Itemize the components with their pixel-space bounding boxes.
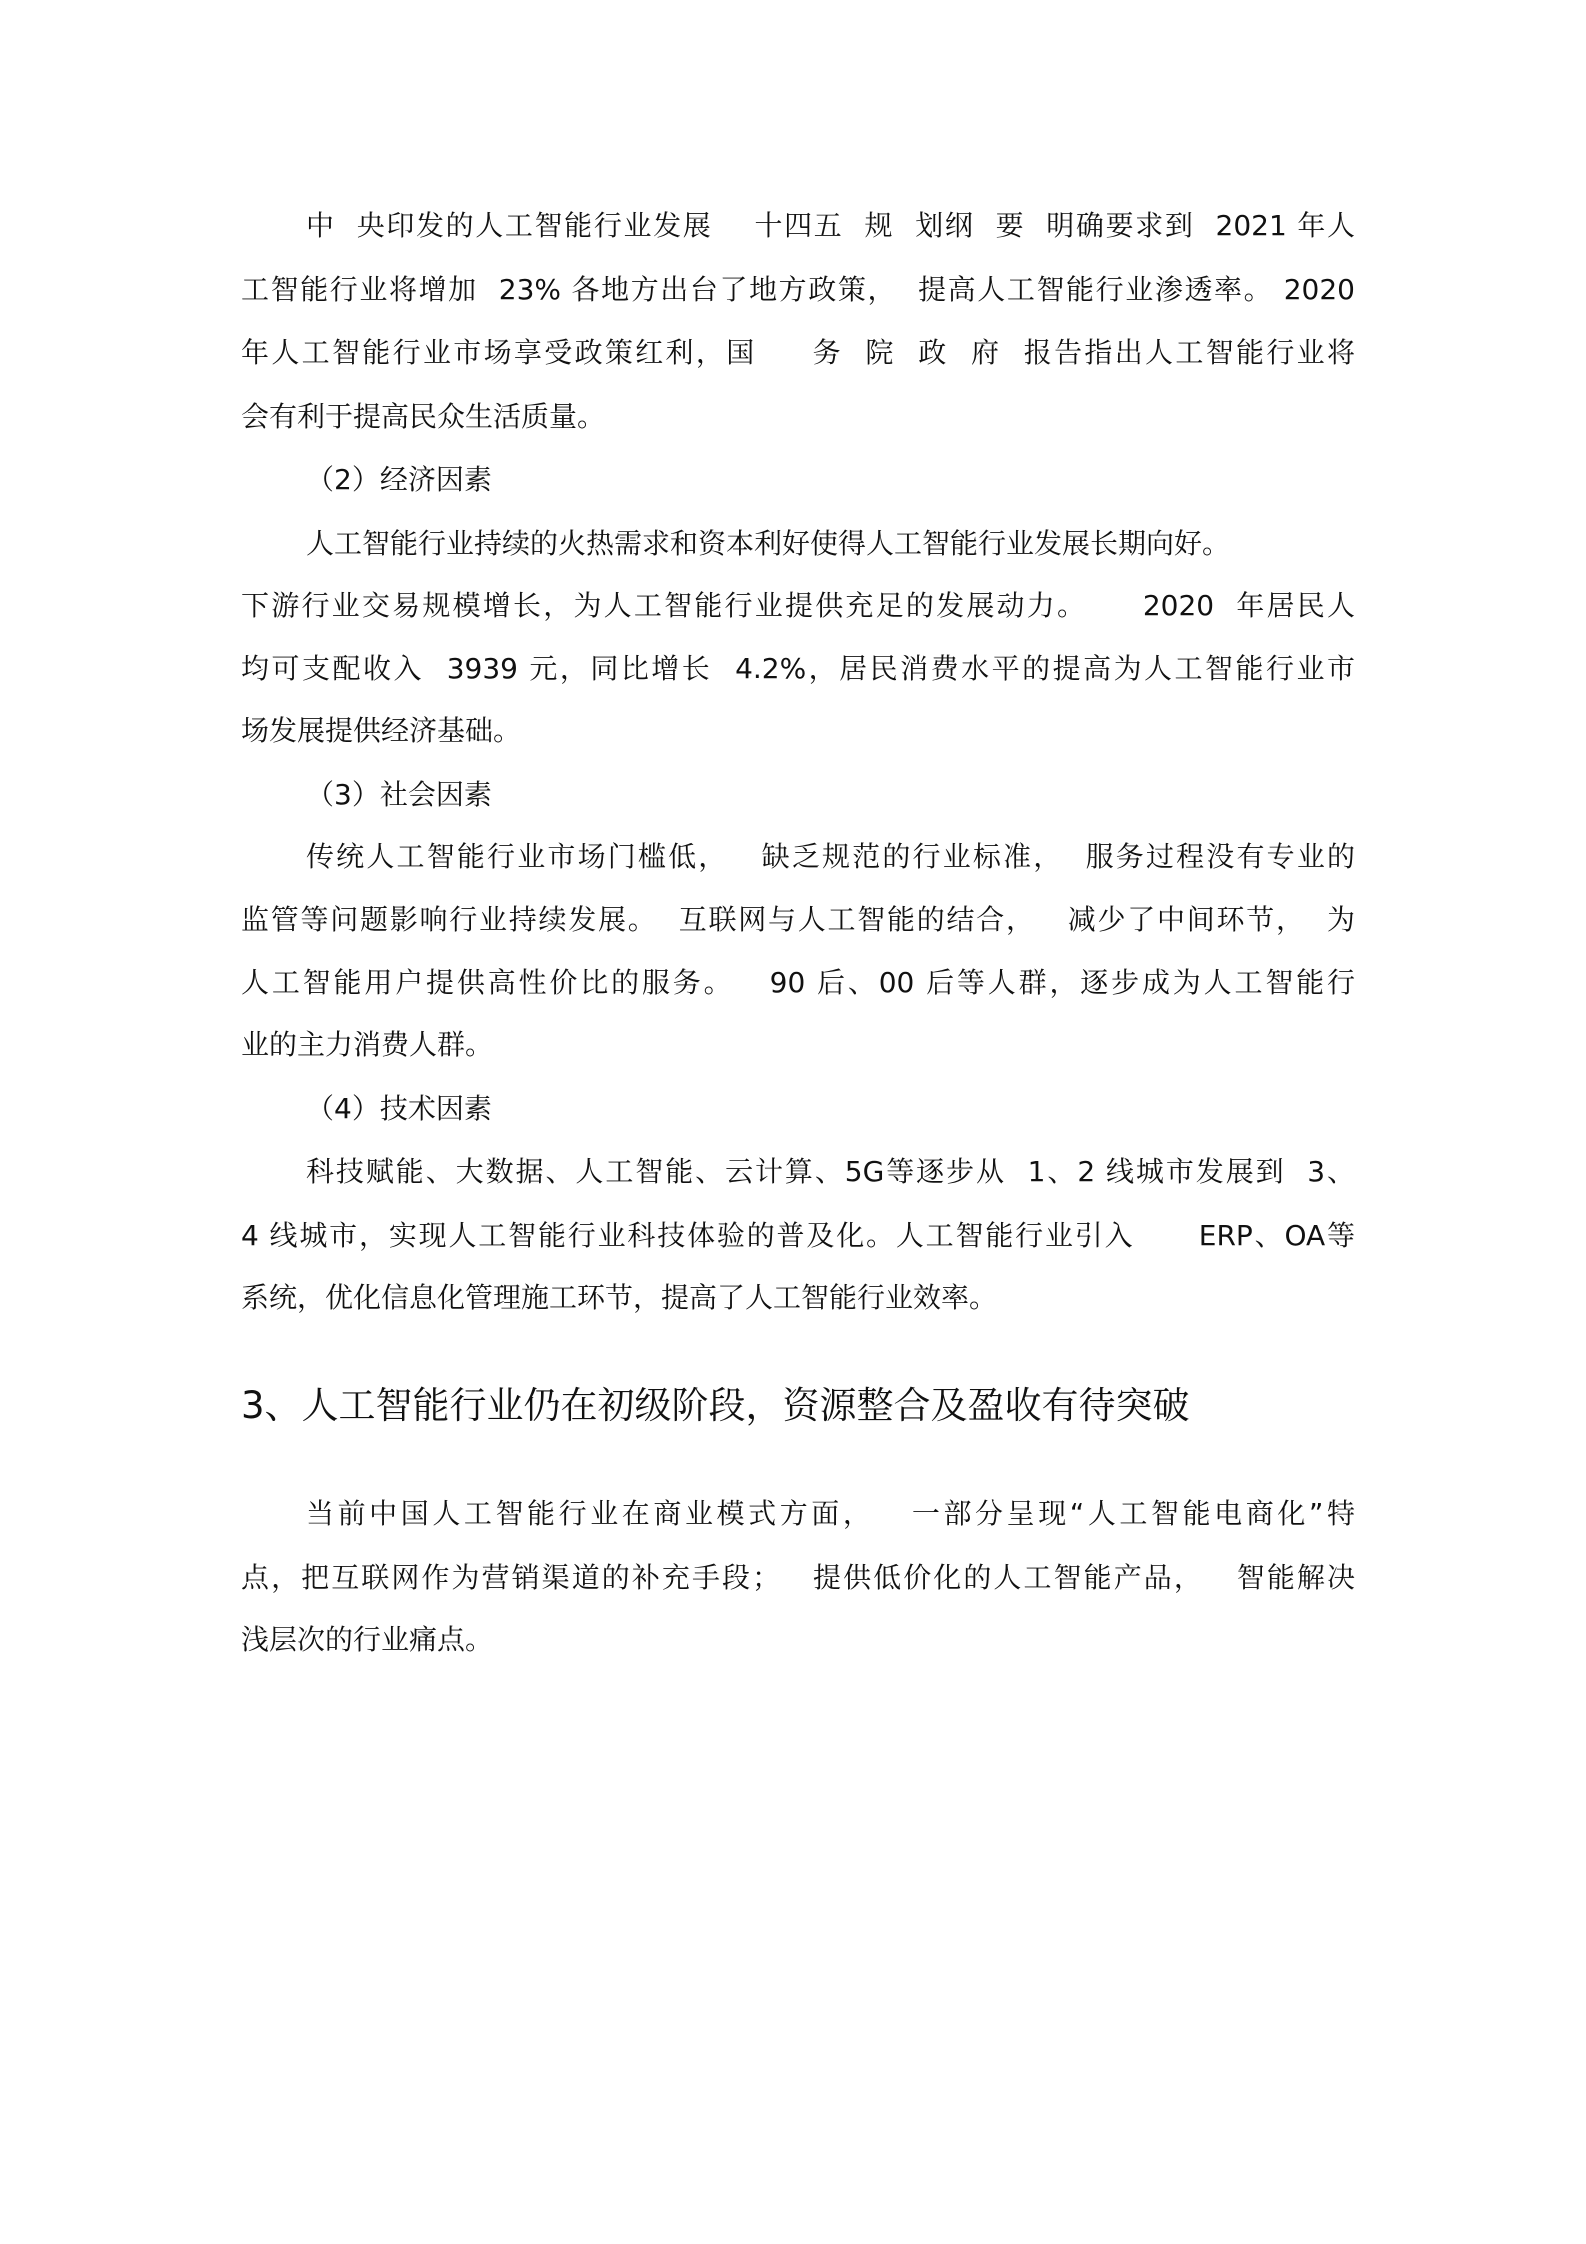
paragraph-social-line: 传统人工智能行业市场门槛低， 缺乏规范的行业标准， 服务过程没有专业的	[306, 840, 1355, 873]
paragraph-economic-line: 场发展提供经济基础。	[241, 714, 522, 747]
paragraph-business-line: 当前中国人工智能行业在商业模式方面， 一部分呈现“人工智能电商化”特	[306, 1497, 1355, 1530]
paragraph-business-line: 点，把互联网作为营销渠道的补充手段； 提供低价化的人工智能产品， 智能解决	[241, 1561, 1355, 1594]
paragraph-social-line: 监管等问题影响行业持续发展。 互联网与人工智能的结合， 减少了中间环节， 为	[241, 903, 1355, 936]
paragraph-social-line: 业的主力消费人群。	[241, 1028, 494, 1061]
subheading-economic: （2）经济因素	[306, 463, 492, 496]
paragraph-policy-line: 工智能行业将增加 23% 各地方出台了地方政策， 提高人工智能行业渗透率。 2020	[241, 273, 1355, 306]
paragraph-policy-line: 中 央印发的人工智能行业发展 十四五 规 划纲 要 明确要求到 2021 年人	[306, 209, 1355, 242]
paragraph-social-line: 人工智能用户提供高性价比的服务。 90 后、00 后等人群，逐步成为人工智能行	[241, 966, 1355, 999]
paragraph-technology-line: 系统，优化信息化管理施工环节，提高了人工智能行业效率。	[241, 1281, 998, 1314]
paragraph-policy-line: 会有利于提高民众生活质量。	[241, 400, 606, 433]
paragraph-business-line: 浅层次的行业痛点。	[241, 1623, 494, 1656]
paragraph-economic-line: 人工智能行业持续的火热需求和资本利好使得人工智能行业发展长期向好。	[306, 527, 1231, 560]
paragraph-technology-line: 科技赋能、大数据、人工智能、云计算、5G等逐步从 1、2 线城市发展到 3、	[306, 1155, 1355, 1188]
paragraph-economic-line: 均可支配收入 3939 元，同比增长 4.2%，居民消费水平的提高为人工智能行业市	[241, 652, 1355, 685]
paragraph-economic-line: 下游行业交易规模增长，为人工智能行业提供充足的发展动力。 2020 年居民人	[241, 589, 1355, 622]
paragraph-policy-line: 年人工智能行业市场享受政策红利，国 务 院 政 府 报告指出人工智能行业将	[241, 336, 1355, 369]
paragraph-technology-line: 4 线城市，实现人工智能行业科技体验的普及化。人工智能行业引入 ERP、OA等	[241, 1219, 1355, 1252]
section-heading: 3、人工智能行业仍在初级阶段，资源整合及盈收有待突破	[241, 1384, 1190, 1427]
subheading-social: （3）社会因素	[306, 778, 492, 811]
subheading-technology: （4）技术因素	[306, 1092, 492, 1125]
